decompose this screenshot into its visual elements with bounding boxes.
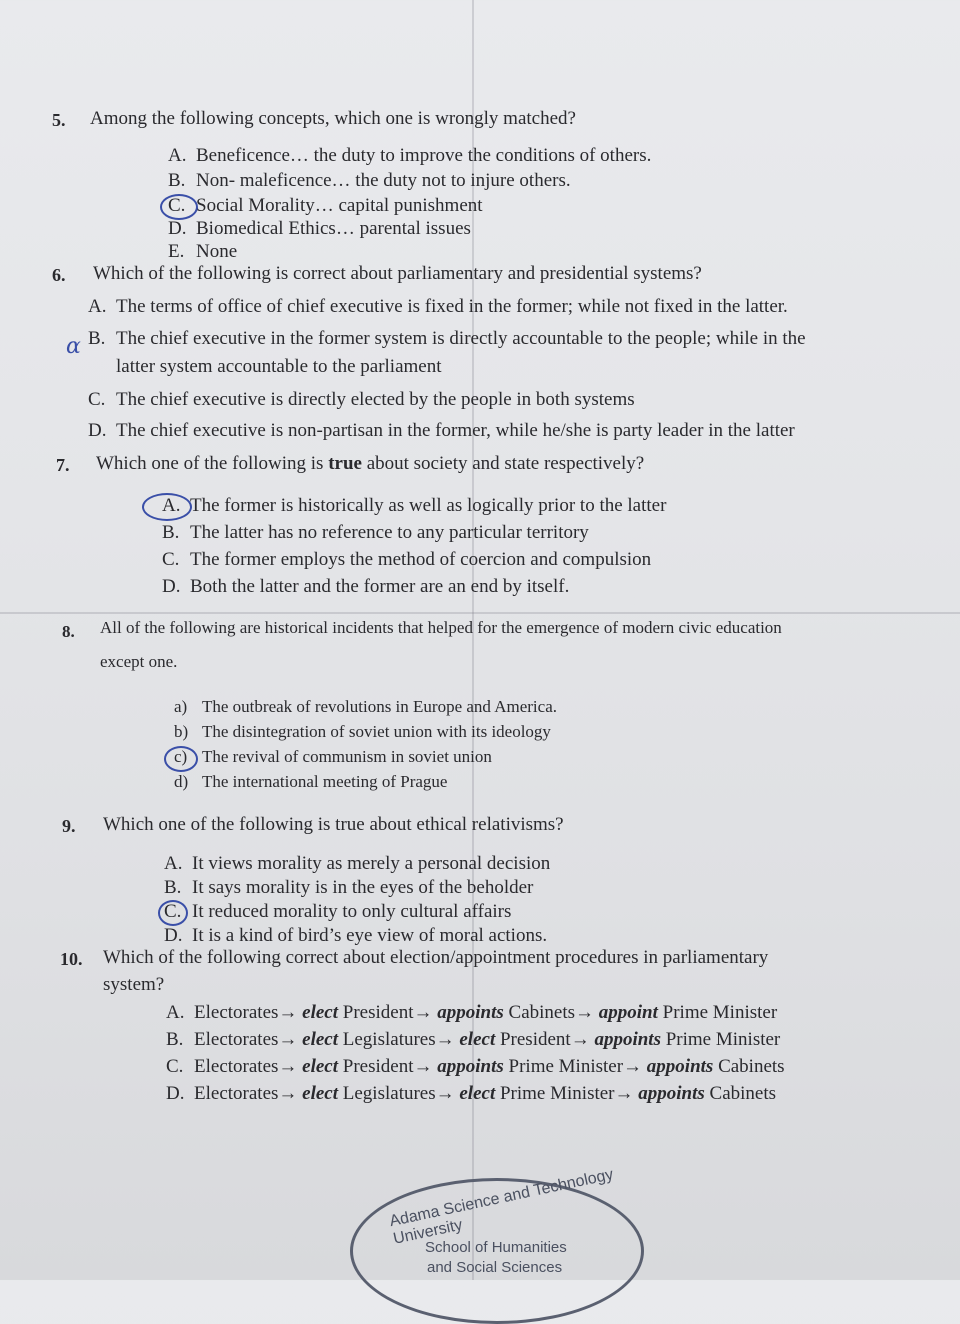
question-text: All of the following are historical incidents that helped for the emergence of modern civic education <box>100 618 782 637</box>
question-text-continued: except one. <box>100 652 178 671</box>
stamp-ring-text: Adama Science and Technology University <box>388 1166 615 1248</box>
option-b[interactable]: B. Non- maleficence… the duty not to injure others. <box>168 170 571 191</box>
option-b[interactable]: B. The latter has no reference to any particular territory <box>162 522 589 543</box>
option-a[interactable]: A. Electorates→ elect President→ appoints Cabinets→ appoint Prime Minister <box>166 1002 778 1023</box>
stamp-line-1: School of Humanities <box>425 1239 567 1256</box>
question-number: 9. <box>62 816 76 836</box>
question-text: Among the following concepts, which one is wrongly matched? <box>90 108 576 129</box>
paper-fold-horizontal <box>0 612 960 614</box>
option-b[interactable]: B. The chief executive in the former system is directly accountable to the people; while in the <box>88 328 806 349</box>
question-number: 6. <box>52 265 66 285</box>
option-d[interactable]: D. The chief executive is non-partisan in the former, while he/she is party leader in the latter <box>88 420 795 441</box>
option-d[interactable]: d) The international meeting of Prague <box>174 772 448 791</box>
option-d[interactable]: D. Biomedical Ethics… parental issues <box>168 218 471 239</box>
option-a[interactable]: A. Beneficence… the duty to improve the conditions of others. <box>168 145 652 166</box>
option-d[interactable]: D. It is a kind of bird’s eye view of moral actions. <box>164 925 548 946</box>
option-a[interactable]: A. The former is historically as well as logically prior to the latter <box>162 495 667 516</box>
option-b[interactable]: B. Electorates→ elect Legislatures→ elect President→ appoints Prime Minister <box>166 1029 781 1050</box>
answer-circle-mark <box>164 746 198 772</box>
option-a[interactable]: a) The outbreak of revolutions in Europe and America. <box>174 697 557 716</box>
question-text: Which of the following is correct about parliamentary and presidential systems? <box>93 263 702 284</box>
stamp-line-2: and Social Sciences <box>427 1259 563 1276</box>
option-b-continued: latter system accountable to the parliament <box>116 356 442 377</box>
option-d[interactable]: D. Electorates→ elect Legislatures→ elect Prime Minister→ appoints Cabinets <box>166 1083 777 1104</box>
option-e[interactable]: E. None <box>168 241 238 262</box>
option-d[interactable]: D. Both the latter and the former are an end by itself. <box>162 576 570 597</box>
option-a[interactable]: A. It views morality as merely a personal decision <box>164 853 551 874</box>
answer-circle-mark <box>142 493 192 521</box>
option-b[interactable]: B. It says morality is in the eyes of the beholder <box>164 877 534 898</box>
question-number: 7. <box>56 455 70 475</box>
question-text: Which one of the following is true about society and state respectively? <box>96 453 645 474</box>
option-c[interactable]: C. Social Morality… capital punishment <box>168 195 483 216</box>
option-c[interactable]: C. It reduced morality to only cultural affairs <box>164 901 512 922</box>
option-c[interactable]: C. The chief executive is directly elected by the people in both systems <box>88 389 635 410</box>
question-number: 10. <box>60 949 83 969</box>
answer-circle-mark <box>160 194 198 220</box>
question-number: 8. <box>62 622 75 641</box>
answer-circle-mark <box>158 900 188 926</box>
question-text: Which one of the following is true about ethical relativisms? <box>103 814 564 835</box>
university-stamp <box>350 1166 644 1324</box>
handwritten-alpha-mark: α <box>66 334 81 359</box>
option-a[interactable]: A. The terms of office of chief executive is fixed in the former; while not fixed in the latter. <box>88 296 788 317</box>
option-b[interactable]: b) The disintegration of soviet union with its ideology <box>174 722 551 741</box>
question-text: Which of the following correct about election/appointment procedures in parliamentary <box>103 947 769 968</box>
option-c[interactable]: C. The former employs the method of coercion and compulsion <box>162 549 652 570</box>
question-number: 5. <box>52 110 66 130</box>
question-text-continued: system? <box>103 974 165 995</box>
option-c[interactable]: c) The revival of communism in soviet union <box>174 747 492 766</box>
option-c[interactable]: C. Electorates→ elect President→ appoints Prime Minister→ appoints Cabinets <box>166 1056 785 1077</box>
